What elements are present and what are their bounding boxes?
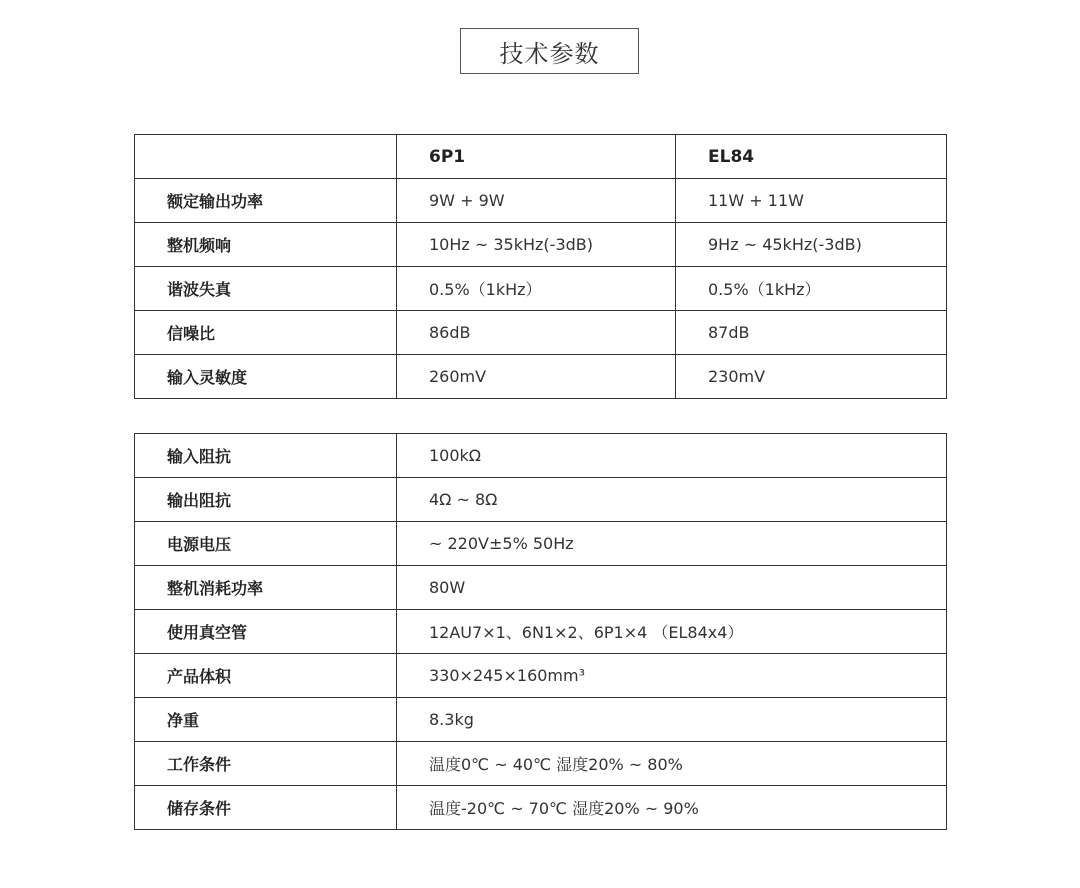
row-value-6p1: 9W + 9W (397, 179, 676, 223)
row-label: 信噪比 (135, 311, 397, 355)
page-title: 技术参数 (460, 28, 639, 74)
header-cell-6p1: 6P1 (397, 135, 676, 179)
row-label: 储存条件 (135, 786, 397, 830)
row-label: 整机频响 (135, 223, 397, 267)
table-row (135, 223, 947, 267)
row-label: 使用真空管 (135, 610, 397, 654)
table-row (135, 786, 947, 830)
row-value-6p1: 0.5%（1kHz） (397, 267, 676, 311)
spec-table-comparison (134, 134, 947, 399)
table-row (135, 566, 947, 610)
row-label: 谐波失真 (135, 267, 397, 311)
row-label: 额定输出功率 (135, 179, 397, 223)
row-value: 100kΩ (397, 434, 947, 478)
row-label: 输出阻抗 (135, 478, 397, 522)
row-value-el84: 0.5%（1kHz） (676, 267, 947, 311)
row-label: 输入阻抗 (135, 434, 397, 478)
row-value: 8.3kg (397, 698, 947, 742)
table-row (135, 610, 947, 654)
row-value: 4Ω ~ 8Ω (397, 478, 947, 522)
table-row (135, 434, 947, 478)
table-row (135, 654, 947, 698)
table-row (135, 522, 947, 566)
row-value: 温度0℃ ~ 40℃ 湿度20% ~ 80% (397, 742, 947, 786)
row-value-6p1: 10Hz ~ 35kHz(-3dB) (397, 223, 676, 267)
header-cell-el84: EL84 (676, 135, 947, 179)
row-value-el84: 230mV (676, 355, 947, 399)
table-row (135, 311, 947, 355)
row-label: 输入灵敏度 (135, 355, 397, 399)
row-value-6p1: 86dB (397, 311, 676, 355)
row-value: 330×245×160mm³ (397, 654, 947, 698)
row-label: 整机消耗功率 (135, 566, 397, 610)
row-value: ~ 220V±5% 50Hz (397, 522, 947, 566)
table-row (135, 478, 947, 522)
table-row (135, 179, 947, 223)
row-value-6p1: 260mV (397, 355, 676, 399)
row-value: 12AU7×1、6N1×2、6P1×4 （EL84x4） (397, 610, 947, 654)
header-cell-empty (135, 135, 397, 179)
table-row (135, 742, 947, 786)
table-row (135, 355, 947, 399)
row-value: 温度-20℃ ~ 70℃ 湿度20% ~ 90% (397, 786, 947, 830)
row-label: 电源电压 (135, 522, 397, 566)
row-value-el84: 11W + 11W (676, 179, 947, 223)
row-label: 产品体积 (135, 654, 397, 698)
row-label: 工作条件 (135, 742, 397, 786)
row-value-el84: 9Hz ~ 45kHz(-3dB) (676, 223, 947, 267)
table-row (135, 267, 947, 311)
table-row (135, 698, 947, 742)
row-label: 净重 (135, 698, 397, 742)
spec-table-general (134, 433, 947, 830)
table-header-row (135, 135, 947, 179)
row-value-el84: 87dB (676, 311, 947, 355)
row-value: 80W (397, 566, 947, 610)
